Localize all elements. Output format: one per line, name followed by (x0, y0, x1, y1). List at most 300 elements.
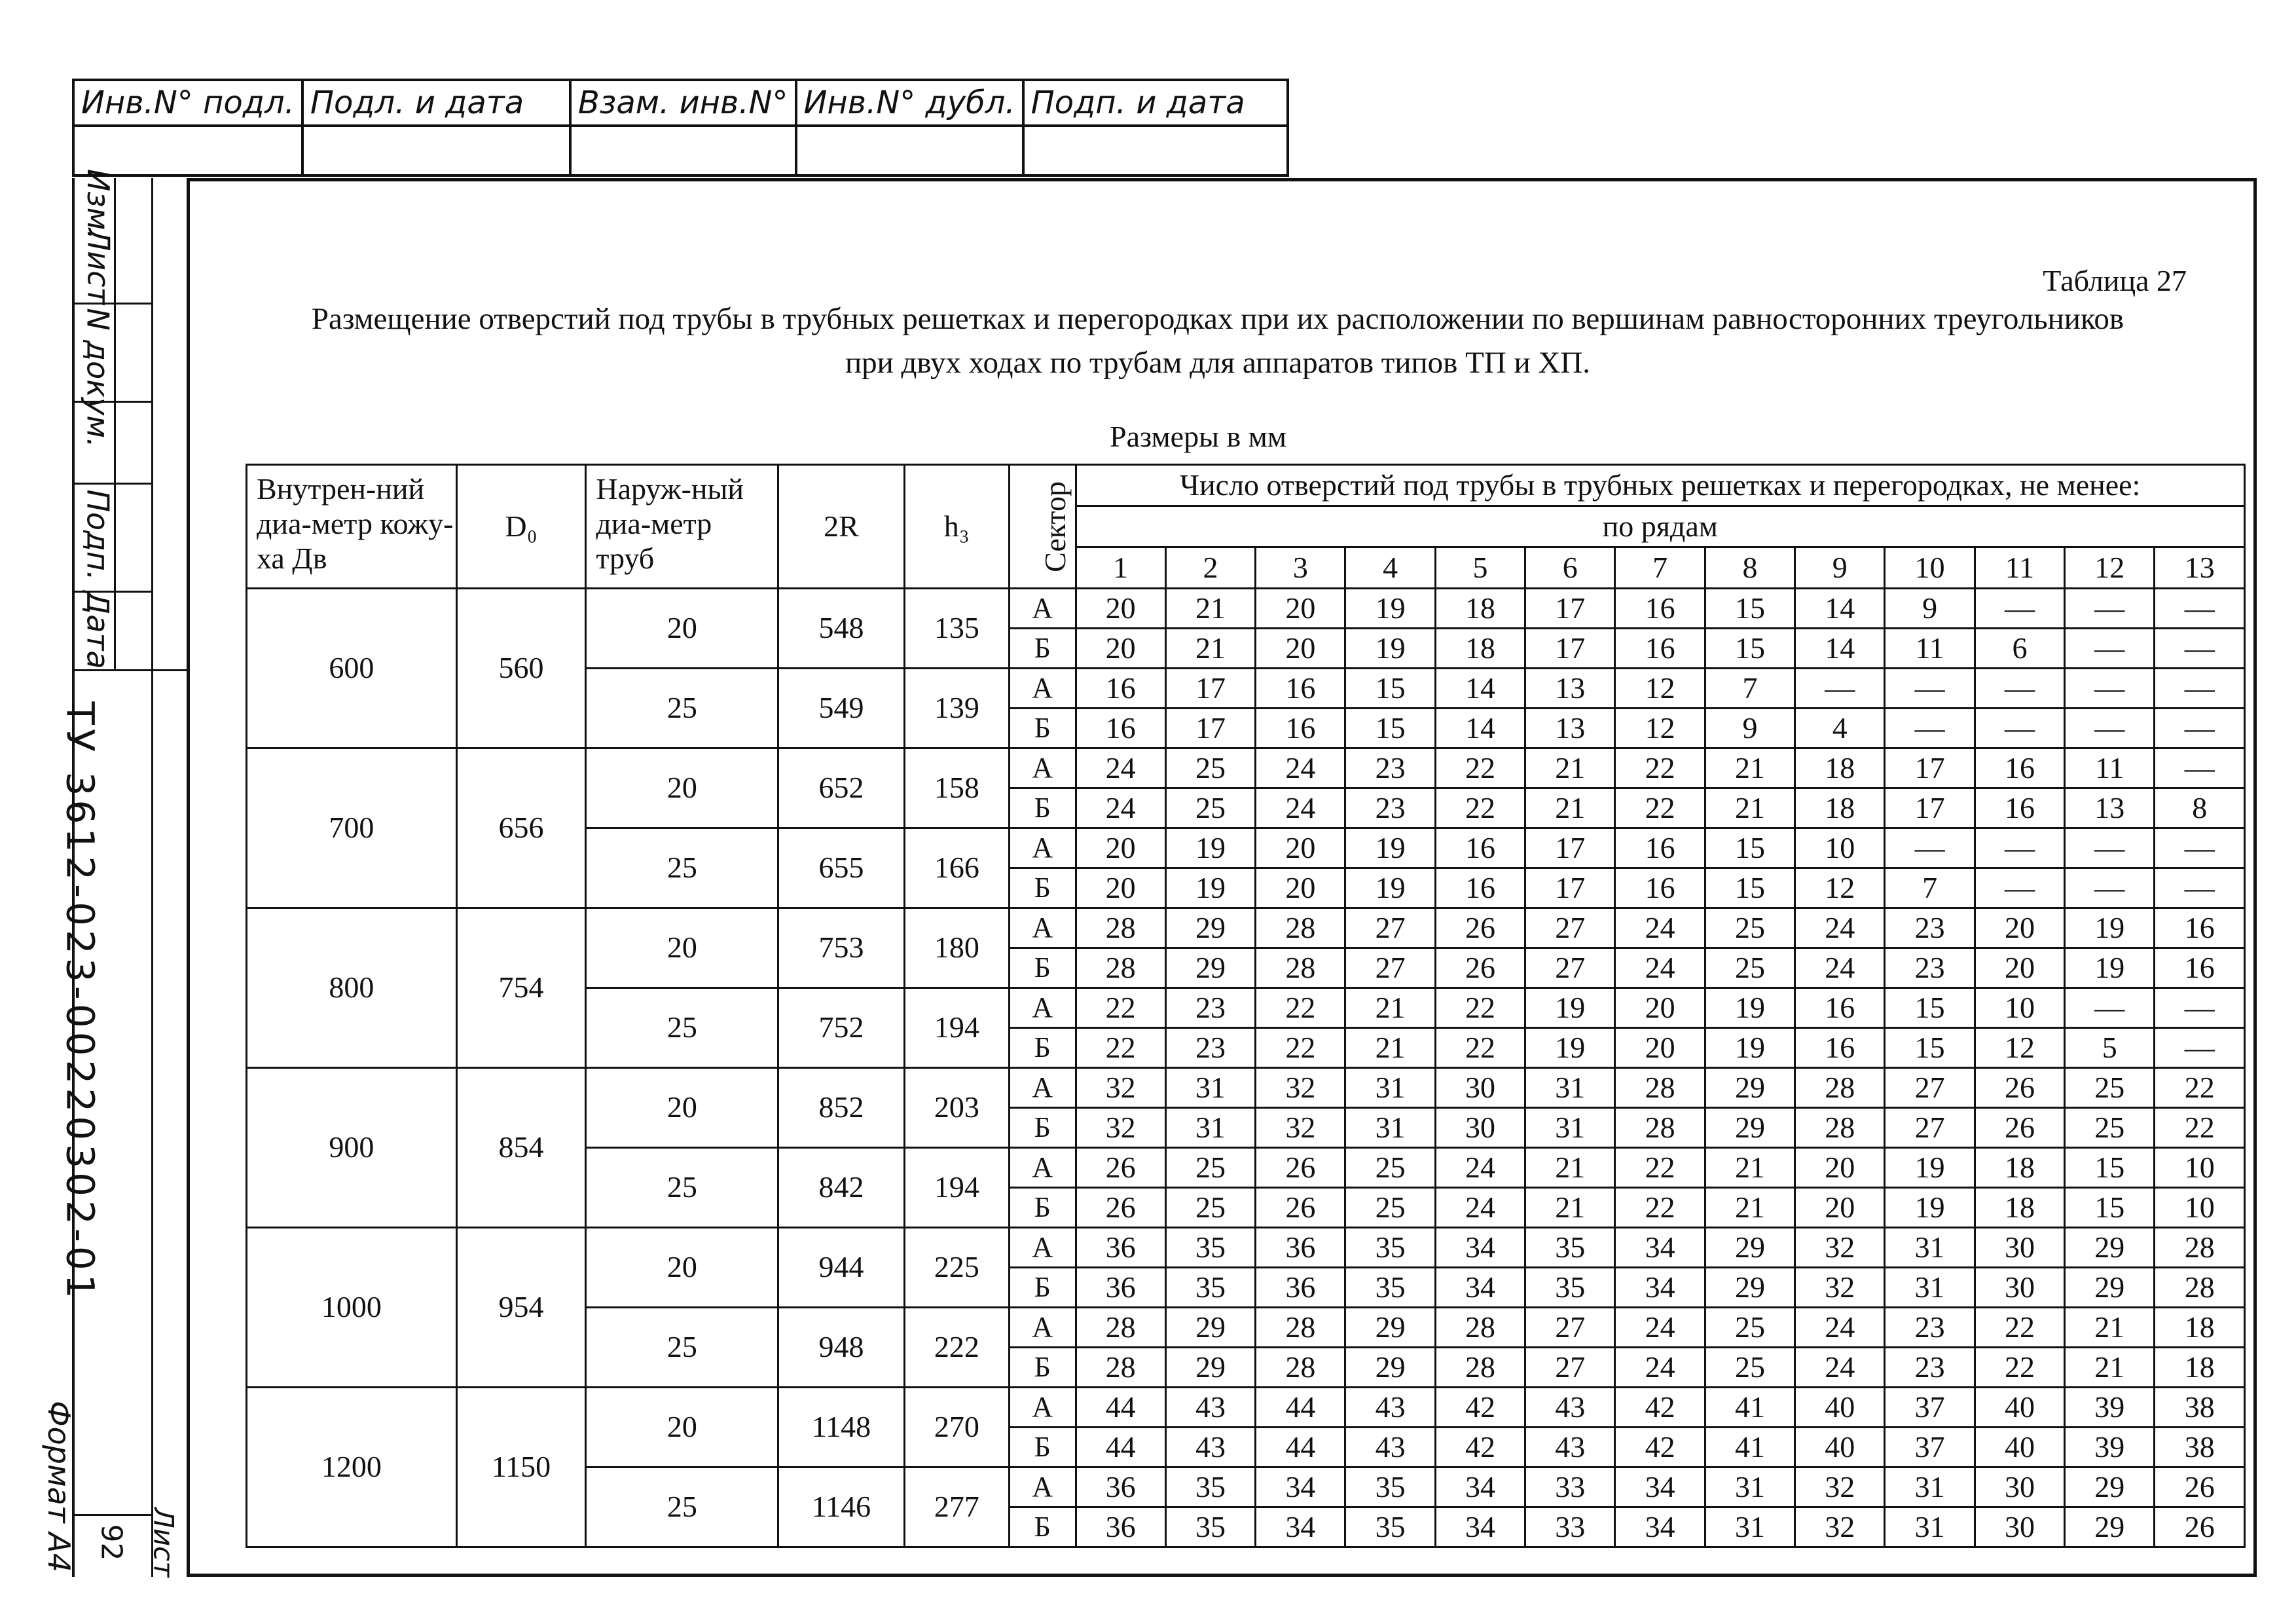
cell-hole-count: 28 (1076, 1308, 1165, 1348)
cell-hole-count: 32 (1795, 1268, 1885, 1308)
cell-d0: 1150 (456, 1388, 586, 1547)
cell-hole-count: 25 (1345, 1188, 1435, 1228)
cell-outer-diameter: 20 (586, 1388, 778, 1467)
cell-hole-count: 17 (1525, 868, 1615, 908)
cell-hole-count: 20 (1975, 948, 2064, 988)
cell-hole-count: 20 (1975, 908, 2064, 948)
cell-hole-count: 14 (1795, 589, 1885, 629)
cell-hole-count: 40 (1795, 1428, 1885, 1467)
cell-hole-count: 22 (1975, 1348, 2064, 1388)
cell-hole-count: 34 (1435, 1268, 1525, 1308)
cell-hole-count: 21 (1165, 629, 1255, 669)
cell-hole-count: 33 (1525, 1467, 1615, 1507)
header-2r: 2R (778, 465, 904, 589)
cell-hole-count: 37 (1885, 1388, 1975, 1428)
cell-hole-count: 25 (1345, 1148, 1435, 1188)
cell-sector: Б (1009, 1428, 1076, 1467)
stamp-cell-empty (302, 126, 570, 175)
divider (151, 178, 153, 1577)
cell-sector: Б (1009, 1108, 1076, 1148)
cell-hole-count: 18 (1435, 589, 1525, 629)
cell-hole-count: 22 (1435, 1028, 1525, 1068)
cell-hole-count: 36 (1076, 1268, 1165, 1308)
cell-outer-diameter: 20 (586, 1068, 778, 1148)
cell-hole-count: 40 (1975, 1428, 2064, 1467)
cell-hole-count: 35 (1525, 1268, 1615, 1308)
cell-hole-count: 24 (1795, 908, 1885, 948)
cell-hole-count: 31 (1345, 1068, 1435, 1108)
stamp-label-inv-orig: Инв.N° подл. (73, 80, 302, 126)
cell-sector: Б (1009, 1268, 1076, 1308)
cell-hole-count: 36 (1076, 1467, 1165, 1507)
cell-hole-count: — (2155, 868, 2245, 908)
cell-hole-count: 21 (1705, 1188, 1795, 1228)
header-row-number: 6 (1525, 547, 1615, 589)
cell-hole-count: 28 (1795, 1068, 1885, 1108)
cell-hole-count: 25 (2065, 1068, 2155, 1108)
cell-outer-diameter: 25 (586, 988, 778, 1068)
cell-hole-count: 22 (1435, 988, 1525, 1028)
cell-hole-count: 15 (1885, 1028, 1975, 1068)
cell-hole-count: 29 (1705, 1268, 1795, 1308)
cell-hole-count: 23 (1885, 1348, 1975, 1388)
cell-hole-count: 24 (1615, 1348, 1705, 1388)
cell-2r: 549 (778, 669, 904, 748)
cell-hole-count: 20 (1256, 589, 1345, 629)
cell-hole-count: 34 (1615, 1268, 1705, 1308)
cell-hole-count: 39 (2065, 1428, 2155, 1467)
cell-sector: Б (1009, 788, 1076, 828)
cell-hole-count: 20 (1076, 828, 1165, 868)
cell-hole-count: 32 (1256, 1068, 1345, 1108)
cell-hole-count: 6 (1975, 629, 2064, 669)
cell-hole-count: 18 (1795, 788, 1885, 828)
cell-hole-count: 24 (1076, 748, 1165, 788)
cell-hole-count: — (1885, 828, 1975, 868)
cell-hole-count: 21 (1345, 1028, 1435, 1068)
cell-hole-count: 42 (1615, 1428, 1705, 1467)
cell-hole-count: — (1975, 669, 2064, 709)
cell-hole-count: 34 (1256, 1507, 1345, 1547)
cell-hole-count: 22 (1076, 988, 1165, 1028)
cell-hole-count: 40 (1975, 1388, 2064, 1428)
cell-sector: А (1009, 589, 1076, 629)
cell-hole-count: 11 (2065, 748, 2155, 788)
cell-hole-count: 20 (1256, 629, 1345, 669)
cell-hole-count: 21 (1345, 988, 1435, 1028)
cell-hole-count: 29 (1165, 1348, 1255, 1388)
cell-hole-count: 29 (1705, 1068, 1795, 1108)
cell-hole-count: 22 (1435, 748, 1525, 788)
cell-sector: Б (1009, 709, 1076, 748)
cell-hole-count: 10 (1975, 988, 2064, 1028)
cell-outer-diameter: 20 (586, 748, 778, 828)
cell-hole-count: 38 (2155, 1388, 2245, 1428)
cell-inner-diameter: 800 (247, 908, 457, 1068)
cell-hole-count: 9 (1885, 589, 1975, 629)
cell-hole-count: 26 (1975, 1108, 2064, 1148)
cell-hole-count: 14 (1795, 629, 1885, 669)
cell-sector: Б (1009, 1028, 1076, 1068)
top-stamp (72, 79, 1289, 177)
cell-hole-count: 25 (1705, 908, 1795, 948)
side-label-change: Изм. (81, 168, 117, 240)
cell-hole-count: 10 (1795, 828, 1885, 868)
cell-hole-count: — (2155, 828, 2245, 868)
cell-hole-count: 22 (2155, 1068, 2245, 1108)
cell-hole-count: 15 (1705, 589, 1795, 629)
cell-hole-count: 44 (1076, 1428, 1165, 1467)
cell-hole-count: 21 (1705, 788, 1795, 828)
cell-hole-count: 24 (1615, 908, 1705, 948)
cell-2r: 652 (778, 748, 904, 828)
cell-hole-count: 32 (1076, 1068, 1165, 1108)
cell-hole-count: 24 (1256, 788, 1345, 828)
cell-sector: Б (1009, 1348, 1076, 1388)
cell-h3: 222 (904, 1308, 1009, 1388)
header-row-number: 2 (1165, 547, 1255, 589)
cell-hole-count: 25 (1165, 1148, 1255, 1188)
cell-sector: А (1009, 1388, 1076, 1428)
cell-hole-count: 12 (1795, 868, 1885, 908)
cell-hole-count: 30 (1435, 1068, 1525, 1108)
cell-hole-count: 12 (1615, 669, 1705, 709)
cell-hole-count: 31 (1705, 1467, 1795, 1507)
cell-hole-count: 34 (1615, 1228, 1705, 1268)
cell-hole-count: 25 (1705, 1348, 1795, 1388)
cell-hole-count: 24 (1795, 1348, 1885, 1388)
cell-h3: 203 (904, 1068, 1009, 1148)
cell-2r: 1146 (778, 1467, 904, 1547)
stamp-label-replace-inv: Взам. инв.N° (570, 80, 796, 126)
cell-outer-diameter: 25 (586, 1467, 778, 1547)
cell-hole-count: 43 (1345, 1428, 1435, 1467)
header-row-number: 12 (2065, 547, 2155, 589)
cell-hole-count: 21 (1705, 748, 1795, 788)
cell-hole-count: 41 (1705, 1428, 1795, 1467)
cell-hole-count: 29 (1165, 1308, 1255, 1348)
cell-hole-count: 36 (1076, 1228, 1165, 1268)
cell-hole-count: 18 (1795, 748, 1885, 788)
cell-d0: 560 (456, 589, 586, 748)
cell-hole-count: 7 (1885, 868, 1975, 908)
cell-hole-count: 21 (1525, 1148, 1615, 1188)
format-label: Формат А4 (41, 1401, 77, 1572)
cell-hole-count: 38 (2155, 1428, 2245, 1467)
cell-hole-count: 25 (1165, 788, 1255, 828)
cell-outer-diameter: 20 (586, 589, 778, 669)
side-label-doc-no: N докум. (81, 308, 116, 448)
cell-hole-count: 29 (2065, 1467, 2155, 1507)
cell-hole-count: 29 (2065, 1228, 2155, 1268)
cell-hole-count: 28 (1076, 948, 1165, 988)
cell-hole-count: 28 (1615, 1068, 1705, 1108)
cell-hole-count: 16 (1975, 748, 2064, 788)
cell-hole-count: 21 (2065, 1348, 2155, 1388)
cell-sector: А (1009, 1068, 1076, 1108)
cell-hole-count: 27 (1345, 908, 1435, 948)
cell-hole-count: 12 (1615, 709, 1705, 748)
cell-inner-diameter: 700 (247, 748, 457, 908)
header-h3: h₃ (904, 465, 1009, 589)
cell-2r: 655 (778, 828, 904, 908)
cell-hole-count: 44 (1256, 1388, 1345, 1428)
cell-hole-count: 26 (1076, 1148, 1165, 1188)
stamp-label-inv-dup: Инв.N° дубл. (796, 80, 1023, 126)
header-sector: Сектор (1009, 465, 1076, 589)
header-row-number: 1 (1076, 547, 1165, 589)
cell-hole-count: 16 (2155, 948, 2245, 988)
cell-h3: 158 (904, 748, 1009, 828)
side-label-date: Дата (81, 591, 116, 669)
table-body (247, 589, 2245, 1547)
cell-hole-count: 29 (2065, 1268, 2155, 1308)
cell-d0: 754 (456, 908, 586, 1068)
cell-hole-count: 37 (1885, 1428, 1975, 1467)
cell-hole-count: 20 (1795, 1188, 1885, 1228)
cell-hole-count: 25 (1705, 1308, 1795, 1348)
cell-hole-count: 42 (1435, 1428, 1525, 1467)
header-by-rows: по рядам (1076, 506, 2245, 547)
cell-outer-diameter: 25 (586, 1148, 778, 1228)
cell-hole-count: 30 (1975, 1228, 2064, 1268)
cell-hole-count: 26 (1076, 1188, 1165, 1228)
cell-hole-count: 30 (1975, 1467, 2064, 1507)
cell-hole-count: 16 (1975, 788, 2064, 828)
cell-hole-count: 20 (1076, 589, 1165, 629)
cell-inner-diameter: 1000 (247, 1228, 457, 1388)
cell-hole-count: 32 (1795, 1467, 1885, 1507)
cell-sector: Б (1009, 1507, 1076, 1547)
header-row-number: 10 (1885, 547, 1975, 589)
cell-hole-count: 11 (1885, 629, 1975, 669)
cell-hole-count: 34 (1256, 1467, 1345, 1507)
cell-hole-count: — (2155, 589, 2245, 629)
cell-hole-count: 21 (1525, 1188, 1615, 1228)
cell-h3: 225 (904, 1228, 1009, 1308)
cell-hole-count: 35 (1345, 1228, 1435, 1268)
cell-hole-count: 32 (1795, 1228, 1885, 1268)
cell-hole-count: 31 (1165, 1068, 1255, 1108)
cell-sector: А (1009, 669, 1076, 709)
cell-hole-count: 15 (1885, 988, 1975, 1028)
cell-hole-count: 27 (1525, 948, 1615, 988)
cell-hole-count: 28 (1615, 1108, 1705, 1148)
cell-sector: А (1009, 1228, 1076, 1268)
cell-hole-count: 35 (1165, 1228, 1255, 1268)
cell-hole-count: 16 (1615, 828, 1705, 868)
cell-hole-count: 28 (1435, 1348, 1525, 1388)
side-label-sheet: Лист (81, 228, 117, 305)
cell-hole-count: — (2065, 669, 2155, 709)
cell-hole-count: 25 (2065, 1108, 2155, 1148)
table-subtitle: при двух ходах по трубам для аппаратов типов ТП и ХП. (845, 346, 1591, 380)
document-code: ТУ 3612-023-00220302-01 (58, 701, 103, 1302)
cell-hole-count: 31 (1705, 1507, 1795, 1547)
sheet-label: Лист (147, 1507, 180, 1578)
cell-hole-count: 20 (1256, 828, 1345, 868)
cell-hole-count: 27 (1345, 948, 1435, 988)
cell-hole-count: 14 (1435, 669, 1525, 709)
cell-hole-count: — (2155, 1028, 2245, 1068)
cell-hole-count: 28 (1256, 1348, 1345, 1388)
cell-hole-count: 16 (1076, 709, 1165, 748)
cell-hole-count: 28 (1076, 1348, 1165, 1388)
cell-hole-count: 22 (1975, 1308, 2064, 1348)
cell-inner-diameter: 900 (247, 1068, 457, 1228)
cell-hole-count: 21 (1525, 788, 1615, 828)
cell-hole-count: 19 (1705, 988, 1795, 1028)
cell-hole-count: 16 (1256, 669, 1345, 709)
cell-outer-diameter: 20 (586, 908, 778, 988)
header-inner-diameter: Внутрен-ний диа-метр кожу-ха Дв (247, 465, 457, 589)
table-row (247, 1228, 2245, 1268)
cell-inner-diameter: 600 (247, 589, 457, 748)
cell-hole-count: — (2155, 988, 2245, 1028)
cell-hole-count: 19 (1705, 1028, 1795, 1068)
cell-hole-count: 35 (1165, 1268, 1255, 1308)
cell-hole-count: 43 (1525, 1428, 1615, 1467)
cell-hole-count: — (2065, 629, 2155, 669)
cell-hole-count: 29 (1345, 1308, 1435, 1348)
cell-hole-count: 31 (1885, 1228, 1975, 1268)
cell-hole-count: 19 (2065, 948, 2155, 988)
table-number: Таблица 27 (2043, 264, 2187, 297)
cell-sector: Б (1009, 629, 1076, 669)
cell-hole-count: 16 (1795, 988, 1885, 1028)
cell-d0: 656 (456, 748, 586, 908)
cell-hole-count: 24 (1435, 1148, 1525, 1188)
cell-hole-count: 28 (1076, 908, 1165, 948)
cell-hole-count: 21 (1525, 748, 1615, 788)
cell-sector: Б (1009, 1188, 1076, 1228)
cell-hole-count: — (2065, 589, 2155, 629)
cell-hole-count: 23 (1165, 988, 1255, 1028)
cell-h3: 139 (904, 669, 1009, 748)
cell-hole-count: 17 (1885, 788, 1975, 828)
cell-hole-count: 35 (1165, 1507, 1255, 1547)
cell-hole-count: 5 (2065, 1028, 2155, 1068)
cell-hole-count: 31 (1885, 1467, 1975, 1507)
cell-hole-count: 17 (1525, 828, 1615, 868)
tube-holes-table (246, 464, 2246, 1548)
cell-hole-count: 19 (1525, 988, 1615, 1028)
cell-outer-diameter: 20 (586, 1228, 778, 1308)
cell-hole-count: 20 (1076, 868, 1165, 908)
cell-hole-count: 28 (1256, 908, 1345, 948)
cell-hole-count: — (1885, 709, 1975, 748)
cell-hole-count: 17 (1165, 669, 1255, 709)
cell-hole-count: 17 (1525, 629, 1615, 669)
cell-hole-count: 23 (1885, 908, 1975, 948)
cell-hole-count: 32 (1795, 1507, 1885, 1547)
cell-hole-count: 4 (1795, 709, 1885, 748)
cell-hole-count: 9 (1705, 709, 1795, 748)
cell-hole-count: 22 (1076, 1028, 1165, 1068)
cell-hole-count: 19 (1345, 868, 1435, 908)
cell-hole-count: 15 (2065, 1148, 2155, 1188)
cell-hole-count: 36 (1076, 1507, 1165, 1547)
cell-hole-count: 25 (1705, 948, 1795, 988)
cell-hole-count: 27 (1885, 1068, 1975, 1108)
cell-hole-count: 15 (1705, 629, 1795, 669)
units-label: Размеры в мм (1110, 420, 1286, 453)
cell-hole-count: 22 (2155, 1108, 2245, 1148)
cell-hole-count: 20 (1076, 629, 1165, 669)
cell-hole-count: 18 (1435, 629, 1525, 669)
cell-hole-count: 16 (1076, 669, 1165, 709)
cell-inner-diameter: 1200 (247, 1388, 457, 1547)
cell-2r: 753 (778, 908, 904, 988)
cell-hole-count: 22 (1615, 1188, 1705, 1228)
cell-hole-count: 23 (1885, 1308, 1975, 1348)
side-label-sign: Подп. (81, 489, 116, 581)
table-row (247, 1068, 2245, 1108)
cell-hole-count: — (2155, 709, 2245, 748)
cell-hole-count: 26 (1435, 908, 1525, 948)
cell-hole-count: 20 (1256, 868, 1345, 908)
cell-hole-count: 25 (1165, 748, 1255, 788)
cell-hole-count: — (2155, 748, 2245, 788)
table-row (247, 589, 2245, 629)
cell-hole-count: 8 (2155, 788, 2245, 828)
cell-hole-count: 34 (1435, 1507, 1525, 1547)
cell-d0: 854 (456, 1068, 586, 1228)
cell-hole-count: 24 (1076, 788, 1165, 828)
cell-outer-diameter: 25 (586, 1308, 778, 1388)
cell-hole-count: 32 (1076, 1108, 1165, 1148)
cell-hole-count: 30 (1975, 1268, 2064, 1308)
cell-sector: А (1009, 908, 1076, 948)
cell-hole-count: 16 (1435, 828, 1525, 868)
cell-hole-count: 12 (1975, 1028, 2064, 1068)
cell-hole-count: 28 (2155, 1228, 2245, 1268)
cell-hole-count: 29 (1705, 1228, 1795, 1268)
cell-hole-count: 29 (2065, 1507, 2155, 1547)
cell-hole-count: 29 (1345, 1348, 1435, 1388)
cell-hole-count: 22 (1435, 788, 1525, 828)
cell-hole-count: 43 (1165, 1428, 1255, 1467)
cell-hole-count: 28 (1256, 948, 1345, 988)
cell-hole-count: 29 (1705, 1108, 1795, 1148)
cell-hole-count: 16 (2155, 908, 2245, 948)
cell-hole-count: 43 (1525, 1388, 1615, 1428)
header-row-number: 3 (1256, 547, 1345, 589)
cell-hole-count: 19 (1885, 1148, 1975, 1188)
cell-2r: 548 (778, 589, 904, 669)
cell-hole-count: — (2065, 828, 2155, 868)
cell-hole-count: 16 (1435, 868, 1525, 908)
table-row (247, 908, 2245, 948)
cell-hole-count: 20 (1615, 988, 1705, 1028)
cell-h3: 166 (904, 828, 1009, 908)
cell-hole-count: 42 (1435, 1388, 1525, 1428)
cell-h3: 270 (904, 1388, 1009, 1467)
cell-hole-count: 28 (1256, 1308, 1345, 1348)
cell-hole-count: 15 (1345, 669, 1435, 709)
cell-hole-count: 19 (1525, 1028, 1615, 1068)
cell-hole-count: 17 (1165, 709, 1255, 748)
cell-hole-count: 26 (2155, 1507, 2245, 1547)
cell-sector: А (1009, 1148, 1076, 1188)
cell-h3: 194 (904, 988, 1009, 1068)
cell-hole-count: 28 (2155, 1268, 2245, 1308)
header-row-number: 13 (2155, 547, 2245, 589)
cell-hole-count: 28 (1795, 1108, 1885, 1148)
header-row-number: 8 (1705, 547, 1795, 589)
cell-h3: 180 (904, 908, 1009, 988)
cell-hole-count: 17 (1525, 589, 1615, 629)
